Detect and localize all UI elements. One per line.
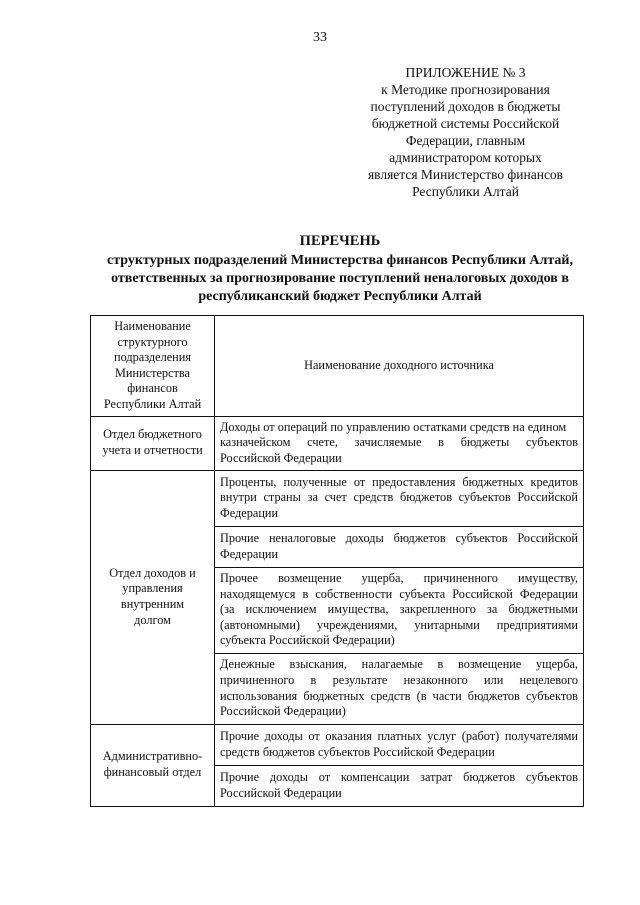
source-line: субъекта Российской Федерации) [220, 633, 395, 648]
source-line: Российской Федерации) [220, 704, 346, 719]
source-line: причиненного в результате незаконного или нецелевого [220, 672, 578, 687]
appendix-line: Федерации, главным [405, 133, 526, 148]
appendix-line: администратором которых [389, 150, 542, 165]
source-cell [215, 567, 584, 653]
document-heading [70, 232, 610, 306]
source-line: Прочие доходы от оказания платных услуг (работ) получателями [220, 728, 578, 743]
source-line: Доходы от операций по управлению остатками средств на едином [220, 419, 567, 434]
header-source: Наименование доходного источника [215, 316, 584, 417]
source-line: использования бюджетных средств (в части бюджетов субъектов [220, 688, 578, 703]
appendix-line: бюджетной системы Российской [371, 116, 560, 131]
department-cell [91, 416, 215, 470]
source-line: Федерации [220, 546, 279, 561]
source-line: находящемуся в собственности субъекта Российской Федерации [220, 586, 578, 601]
appendix-line: Республики Алтай [412, 184, 519, 199]
source-cell [215, 526, 584, 567]
department-cell [91, 470, 215, 724]
header-department-line: Министерства [114, 365, 191, 380]
header-department-line: подразделения [114, 350, 191, 365]
source-cell [215, 416, 584, 470]
department-line: внутренним [120, 597, 185, 612]
source-line: внутри страны за счет средств бюджетов субъектов Российской [220, 490, 578, 505]
source-line: казначейском счете, зачисляемые в бюджеты субъектов [220, 435, 578, 450]
header-department-line: финансов [127, 381, 178, 396]
document-subtitle-line: ответственных за прогнозирование поступлений неналоговых доходов в [111, 271, 569, 286]
department-cell [91, 724, 215, 806]
document-subtitle-line: структурных подразделений Министерства финансов Республики Алтай, [107, 253, 573, 268]
department-line: управления [122, 581, 183, 596]
table-row [91, 470, 584, 526]
appendix-block [348, 64, 583, 200]
table-row [91, 724, 584, 765]
page-number: 33 [313, 30, 327, 45]
table-row [91, 416, 584, 470]
source-line: Российской Федерации [220, 450, 342, 465]
header-department [91, 316, 215, 417]
header-department-line: Наименование [114, 319, 191, 333]
header-department-line: структурного [117, 334, 188, 349]
appendix-line: поступлений доходов в бюджеты [370, 99, 561, 114]
source-line: Прочие неналоговые доходы бюджетов субъектов Российской [220, 530, 578, 545]
department-line: финансовый отдел [103, 765, 202, 780]
source-line: Прочее возмещение ущерба, причиненного имуществу, [220, 571, 578, 586]
document-title: ПЕРЕЧЕНЬ [299, 233, 381, 249]
source-line: Денежные взыскания, налагаемые в возмещение ущерба, [220, 657, 578, 672]
source-line: Проценты, полученные от предоставления бюджетных кредитов [220, 474, 578, 489]
source-cell [215, 653, 584, 724]
source-line: Федерации [220, 505, 279, 520]
source-line: (автономными) учреждениями, унитарными предприятиями [220, 617, 578, 632]
table-header-row [91, 316, 584, 417]
source-line: Прочие доходы от компенсации затрат бюджетов субъектов [220, 769, 578, 784]
source-line: (за исключением имущества, закрепленного за бюджетными [220, 602, 578, 617]
appendix-line: к Методике прогнозирования [381, 82, 550, 97]
source-cell [215, 765, 584, 806]
source-line: Российской Федерации [220, 785, 342, 800]
department-line: Отдел доходов и [109, 565, 196, 580]
header-department-line: Республики Алтай [103, 396, 202, 411]
source-cell [215, 724, 584, 765]
department-line: Административно- [102, 749, 203, 764]
document-subtitle-line: республиканский бюджет Республики Алтай [198, 289, 482, 304]
department-line: Отдел бюджетного [103, 427, 202, 442]
source-cell [215, 470, 584, 526]
appendix-line: является Министерство финансов [367, 167, 564, 182]
departments-table [90, 315, 584, 807]
source-line: средств бюджетов субъектов Российской Федерации [220, 744, 495, 759]
appendix-line: ПРИЛОЖЕНИЕ № 3 [405, 65, 526, 80]
department-line: долгом [134, 612, 171, 627]
department-line: учета и отчетности [102, 443, 203, 458]
